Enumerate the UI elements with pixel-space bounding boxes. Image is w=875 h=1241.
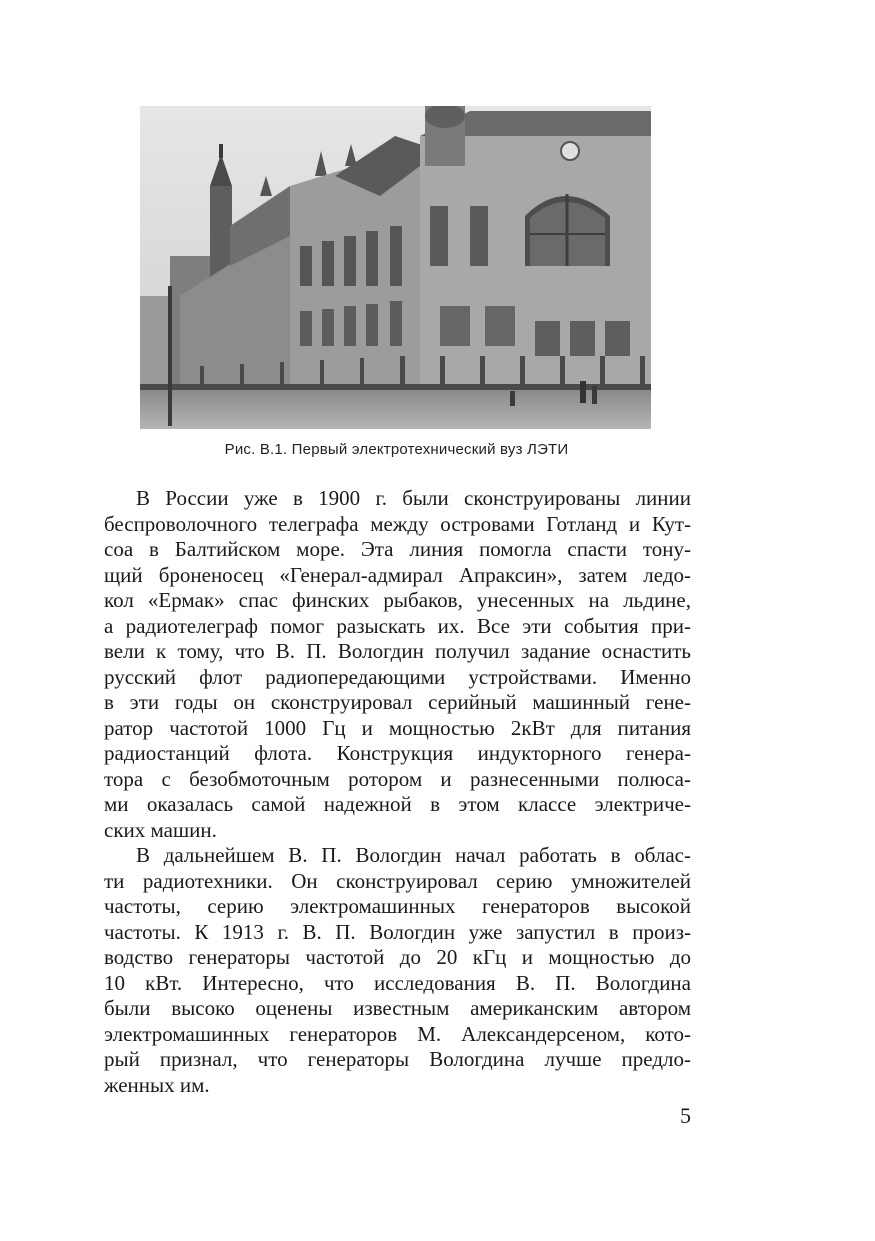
text-line: 10 кВт. Интересно, что исследования В. П. Вологдина [104,970,691,995]
text-line: женных им. [104,1072,210,1097]
text-line: В дальнейшем В. П. Вологдин начал работать в облас- [136,843,691,867]
figure-photo-leti-building [140,106,651,429]
text-line: радиостанций флота. Конструкция индукторного генера- [104,741,691,765]
figure-caption: Рис. В.1. Первый электротехнический вуз ЛЭТИ [224,441,569,458]
text-line: ских машин. [104,817,217,842]
text-line: русский флот радиопередающими устройствами. Именно [104,664,691,689]
page-number: 5 [680,1103,691,1128]
text-line: электромашинных генераторов М. Александерсеном, кото- [104,1021,691,1046]
paragraph-1 [104,486,691,843]
text-line: соа в Балтийском море. Эта линия помогла спасти тону- [104,537,691,561]
text-line: тора с безобмоточным ротором и разнесенными полюса- [104,766,691,791]
text-line: в эти годы он сконструировал серийный машинный гене- [104,690,691,714]
text-line: кол «Ермак» спас финских рыбаков, унесенных на льдине, [104,588,691,612]
leti-building-photo [140,106,651,429]
text-line: ратор частотой 1000 Гц и мощностью 2кВт для питания [104,715,691,740]
paragraph-2 [104,843,691,1098]
text-line: вели к тому, что В. П. Вологдин получил задание оснастить [104,639,691,663]
text-line: рый признал, что генераторы Вологдина лучше предло- [104,1047,691,1071]
text-line: водство генераторы частотой до 20 кГц и мощностью до [104,945,691,969]
text-line: В России уже в 1900 г. были сконструированы линии [136,486,691,510]
text-line: беспроволочного телеграфа между островами Готланд и Кут- [104,511,691,536]
text-line: частоты, серию электромашинных генераторов высокой [104,894,691,918]
body-text [104,486,691,1098]
text-line: ти радиотехники. Он сконструировал серию умножителей [104,868,691,893]
text-line: частоты. К 1913 г. В. П. Вологдин уже запустил в произ- [104,919,691,944]
text-line: ми оказалась самой надежной в этом классе электриче- [104,792,691,816]
text-line: а радиотелеграф помог разыскать их. Все эти события при- [104,613,691,638]
text-line: щий броненосец «Генерал-адмирал Апраксин», затем ледо- [104,562,691,587]
text-line: были высоко оценены известным американским автором [104,996,691,1020]
